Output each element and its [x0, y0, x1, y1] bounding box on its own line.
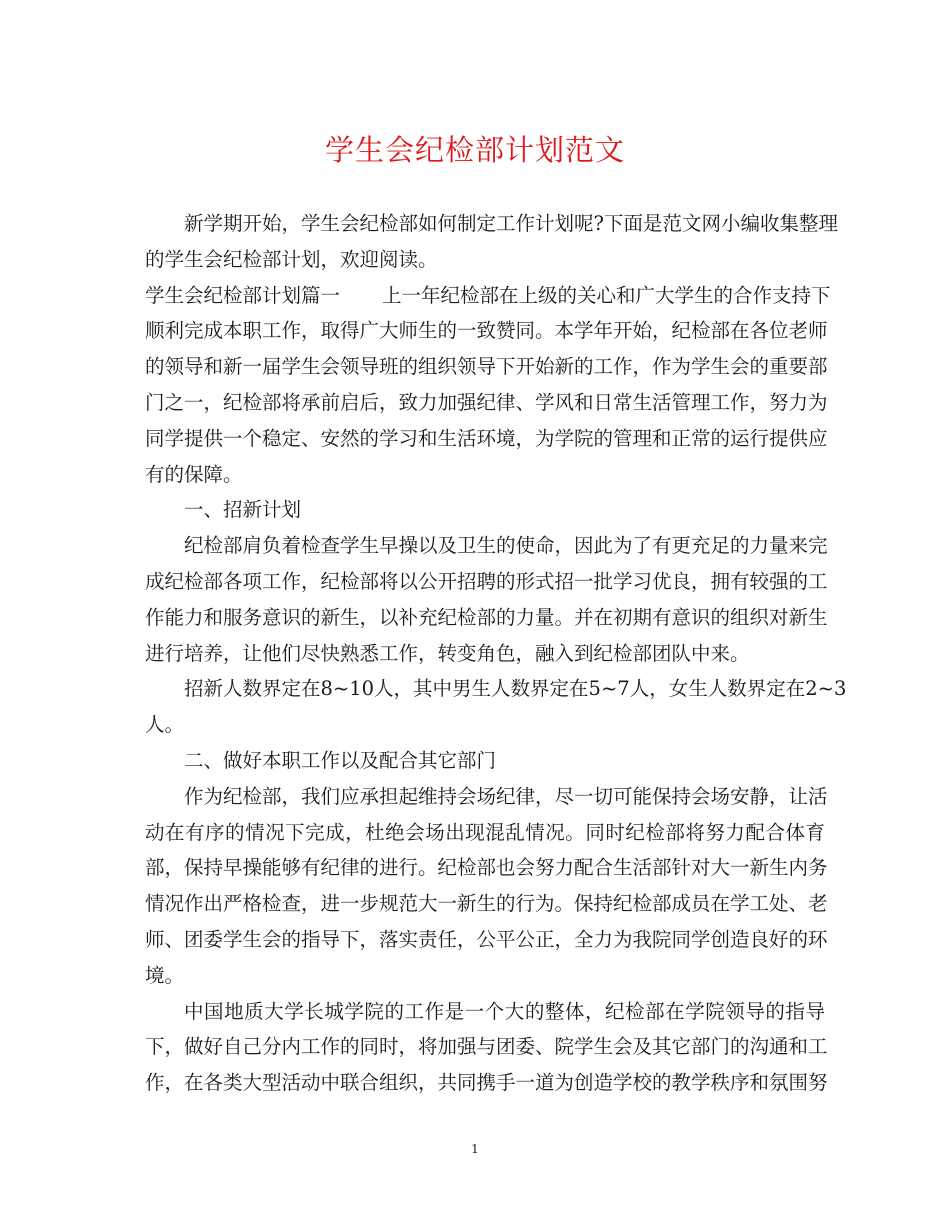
paragraph-recruitment — [145, 528, 828, 671]
text-line: 同学提供一个稳定、安然的学习和生活环境，为学院的管理和正常的运行提供应 — [145, 426, 828, 450]
paragraph-part-one — [145, 278, 831, 493]
text-line: 进行培养，让他们尽快熟悉工作，转变角色，融入到纪检部团队中来。 — [145, 641, 750, 665]
text-line: 人。 — [145, 713, 185, 737]
paragraph-cooperation — [145, 994, 828, 1101]
text-line: 作，在各类大型活动中联合组织，共同携手一道为创造学校的教学秩序和氛围努 — [145, 1071, 828, 1095]
text-line: 情况作出严格检查，进一步规范大一新生的行为。保持纪检部成员在学工处、老 — [145, 892, 828, 916]
text-line: 新学期开始，学生会纪检部如何制定工作计划呢?下面是范文网小编收集整理 — [184, 212, 838, 235]
document-title: 学生会纪检部计划范文 — [324, 133, 625, 167]
section-heading-recruitment — [145, 492, 825, 528]
text-line: 成纪检部各项工作，纪检部将以公开招聘的形式招一批学习优良，拥有较强的工 — [145, 569, 828, 593]
text-line: 的领导和新一届学生会领导班的组织领导下开始新的工作，作为学生会的重要部 — [145, 355, 828, 379]
part-heading: 学生会纪检部计划篇一 — [145, 283, 341, 307]
text-line: 中国地质大学长城学院的工作是一个大的整体，纪检部在学院领导的指导 — [184, 999, 825, 1023]
paragraph-duties — [145, 779, 828, 994]
text-line: 门之一，纪检部将承前启后，致力加强纪律、学风和日常生活管理工作，努力为 — [145, 390, 828, 414]
section-heading: 一、招新计划 — [184, 498, 302, 522]
text-line-with-heading — [145, 278, 831, 314]
text-line: 纪检部肩负着检查学生早操以及卫生的使命，因此为了有更充足的力量来完 — [184, 534, 828, 558]
text-line: 境。 — [145, 963, 185, 987]
text-line: 动在有序的情况下完成，杜绝会场出现混乱情况。同时纪检部将努力配合体育 — [145, 820, 825, 844]
document-body — [145, 206, 847, 1101]
text-line: 顺利完成本职工作，取得广大师生的一致赞同。本学年开始，纪检部在各位老师 — [145, 319, 828, 343]
section-heading-duties — [145, 743, 825, 779]
paragraph-intro — [145, 206, 838, 278]
paragraph-recruitment-quota — [145, 671, 847, 743]
text-line: 师、团委学生会的指导下，落实责任，公平公正，全力为我院同学创造良好的环 — [145, 927, 828, 951]
section-heading: 二、做好本职工作以及配合其它部门 — [184, 748, 497, 772]
text-line: 作能力和服务意识的新生，以补充纪检部的力量。并在初期有意识的组织对新生 — [145, 605, 828, 629]
text-line: 有的保障。 — [145, 462, 243, 486]
text-line: 部，保持早操能够有纪律的进行。纪检部也会努力配合生活部针对大一新生内务 — [145, 856, 828, 880]
text-segment: 上一年纪检部在上级的关心和广大学生的合作支持下 — [382, 283, 831, 307]
text-line: 招新人数界定在8~10人，其中男生人数界定在5~7人，女生人数界定在2~3 — [184, 677, 847, 701]
text-line: 的学生会纪检部计划，欢迎阅读。 — [145, 247, 438, 271]
text-line: 作为纪检部，我们应承担起维持会场纪律，尽一切可能保持会场安静，让活 — [184, 784, 828, 808]
text-line: 下，做好自己分内工作的同时，将加强与团委、院学生会及其它部门的沟通和工 — [145, 1035, 828, 1059]
page-number: 1 — [471, 1142, 479, 1156]
